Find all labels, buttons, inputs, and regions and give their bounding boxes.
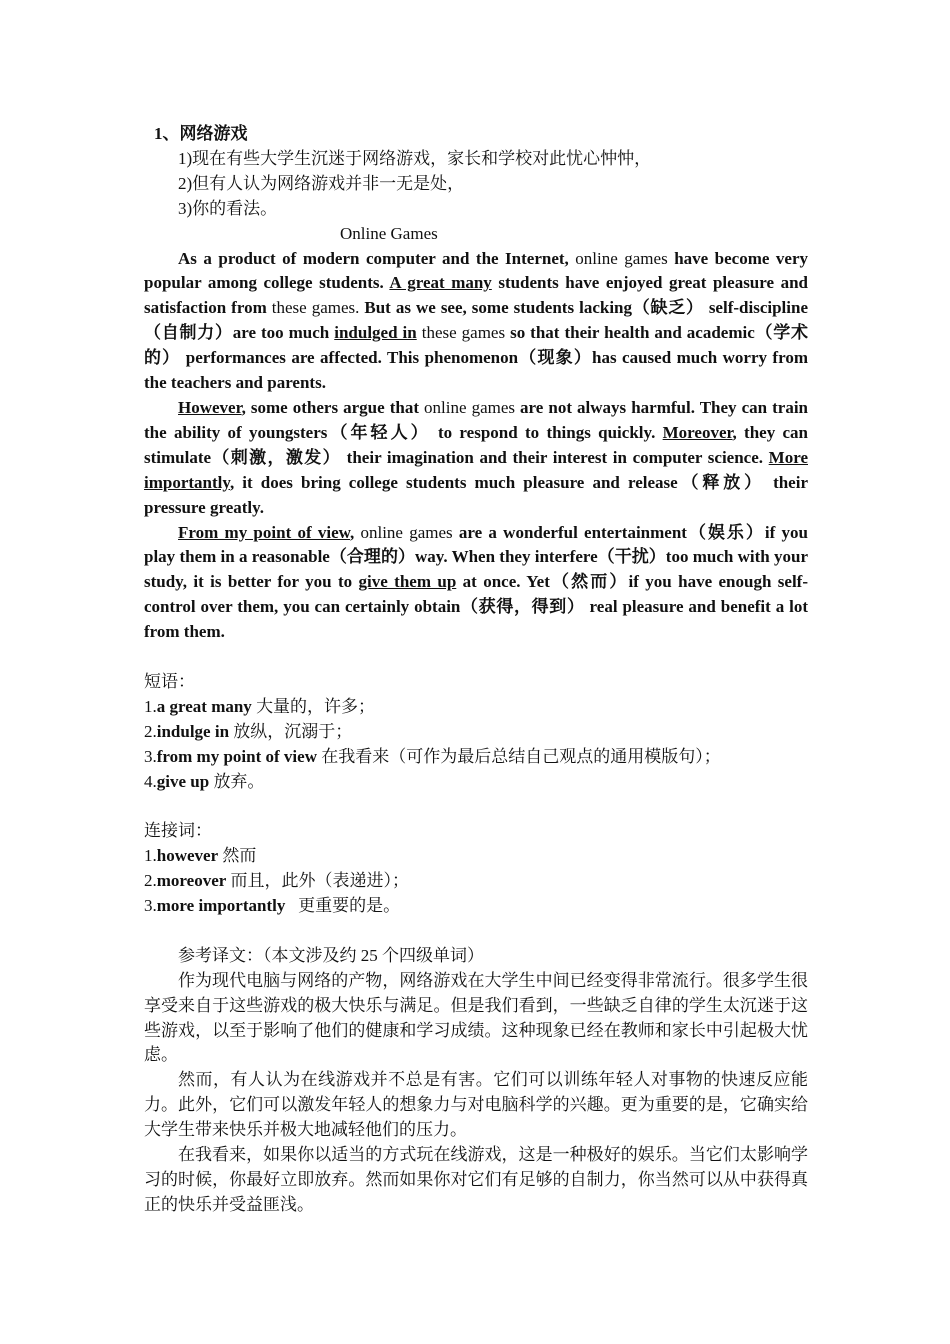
- translation-paragraph-2: 然而，有人认为在线游戏并不总是有害。它们可以训练年轻人对事物的快速反应能力。此外，它们可以激发年轻人的想象力与对电脑科学的兴趣。更为重要的是，它确实给大学生带来快乐并极大地减轻他们的压力。: [144, 1070, 808, 1140]
- phrases-label: 短语：: [144, 671, 195, 691]
- p1-text: students have enjoyed great pleasure and satisfaction from: [144, 273, 808, 318]
- essay-title: Online Games: [340, 223, 438, 243]
- phrase-number: 4.: [144, 771, 157, 791]
- phrase-term: give up: [156, 771, 210, 791]
- p3-text: ,: [349, 522, 361, 542]
- connective-meaning: 更重要的是。: [285, 896, 401, 916]
- prompt-3: 3)你的看法。: [178, 198, 278, 218]
- p1-text: But as we see, some students lacking（缺乏） self-discipline（自制力）are too much: [144, 298, 808, 343]
- essay-paragraph-2: [144, 396, 808, 521]
- phrase-item: [144, 770, 808, 795]
- p2-text: , some others argue that: [241, 397, 425, 417]
- connective-meaning: 然而: [218, 846, 257, 866]
- p3-phrase-underlined: From my point of view: [178, 522, 350, 542]
- spacer: [144, 645, 808, 670]
- phrase-meaning: 在我看来（可作为最后总结自己观点的通用模版句）；: [316, 746, 721, 766]
- phrase-item: [144, 745, 808, 770]
- p2-text: are not always harmful. They can train the ability of youngsters（年轻人） to respond to things quickly.: [144, 397, 809, 442]
- p1-text: these games: [416, 323, 511, 343]
- phrase-term: indulge in: [156, 721, 230, 741]
- phrase-meaning: 放弃。: [209, 771, 265, 791]
- connective-item: [144, 869, 808, 894]
- phrase-meaning: 大量的，许多；: [251, 696, 376, 716]
- p2-text: online games: [424, 397, 521, 417]
- connective-number: 1.: [144, 846, 157, 866]
- phrase-item: [144, 720, 808, 745]
- p1-phrase-underlined: indulged in: [334, 323, 417, 343]
- p3-text: are a wonderful entertainment（娱乐）if you play them in a reasonable（合理的）way. When they interfere（干扰）too much with your study, it is better for you to: [144, 522, 809, 592]
- phrase-number: 2.: [144, 721, 157, 741]
- p1-text: so that their health and academic（学术的） performances are affected. This phenomenon（现象）has caused much worry from the teachers and parents.: [144, 323, 808, 393]
- phrase-term: from my point of view: [156, 746, 317, 766]
- p2-connective-underlined: More importantly: [144, 447, 808, 492]
- connective-term: however: [156, 846, 219, 866]
- p2-connective-underlined: However: [178, 397, 242, 417]
- connective-item: [144, 894, 808, 919]
- connective-meaning: 而且，此外（表递进）；: [226, 871, 410, 891]
- essay-paragraph-1: [144, 247, 808, 396]
- translation-paragraph-1: 作为现代电脑与网络的产物，网络游戏在大学生中间已经变得非常流行。很多学生很享受来自于这些游戏的极大快乐与满足。但是我们看到，一些缺乏自律的学生太沉迷于这些游戏，以至于影响了他们的健康和学习成绩。这种现象已经在教师和家长中引起极大忧虑。: [144, 970, 808, 1065]
- prompt-2: 2)但有人认为网络游戏并非一无是处，: [178, 173, 465, 193]
- p1-text: have become very popular among college students.: [144, 248, 809, 293]
- p1-phrase-underlined: A great many: [389, 273, 492, 293]
- essay-paragraph-3: [144, 521, 808, 646]
- spacer: [144, 919, 808, 944]
- connectives-label: 连接词：: [144, 821, 212, 841]
- connective-number: 3.: [144, 896, 157, 916]
- connective-item: [144, 844, 808, 869]
- connective-term: moreover: [156, 871, 227, 891]
- phrase-number: 3.: [144, 746, 157, 766]
- phrase-number: 1.: [144, 696, 157, 716]
- p3-text: at once. Yet（然而）if you have enough self-control over them, you can certainly obtain（获得，得到） real pleasure and benefit a lot from them.: [144, 572, 808, 642]
- translation-label: 参考译文：（本文涉及约 25 个四级单词）: [178, 945, 484, 965]
- p3-text: online games: [360, 522, 459, 542]
- phrase-meaning: 放纵，沉溺于；: [229, 721, 353, 741]
- p2-text: , it does bring college students much pleasure and release（释放） their pressure greatly.: [144, 472, 808, 517]
- connective-term: more importantly: [156, 896, 286, 916]
- p1-text: these games.: [271, 298, 365, 318]
- prompt-1: 1)现在有些大学生沉迷于网络游戏，家长和学校对此忧心忡忡，: [178, 148, 652, 168]
- p1-text: As a product of modern computer and the Internet,: [178, 248, 569, 268]
- phrase-item: [144, 695, 808, 720]
- connective-number: 2.: [144, 871, 157, 891]
- document-page: [144, 122, 808, 1218]
- p1-text: online games: [568, 248, 675, 268]
- translation-paragraph-3: 在我看来，如果你以适当的方式玩在线游戏，这是一种极好的娱乐。当它们太影响学习的时候，你最好立即放弃。然而如果你对它们有足够的自制力，你当然可以从中获得真正的快乐并受益匪浅。: [144, 1145, 808, 1214]
- phrase-term: a great many: [156, 696, 252, 716]
- p2-connective-underlined: Moreover: [662, 422, 733, 442]
- p2-text: , they can stimulate（刺激，激发） their imagination and their interest in computer science.: [144, 422, 808, 467]
- section-heading: 1、网络游戏: [154, 124, 248, 143]
- spacer: [144, 794, 808, 819]
- p3-phrase-underlined: give them up: [358, 572, 457, 592]
